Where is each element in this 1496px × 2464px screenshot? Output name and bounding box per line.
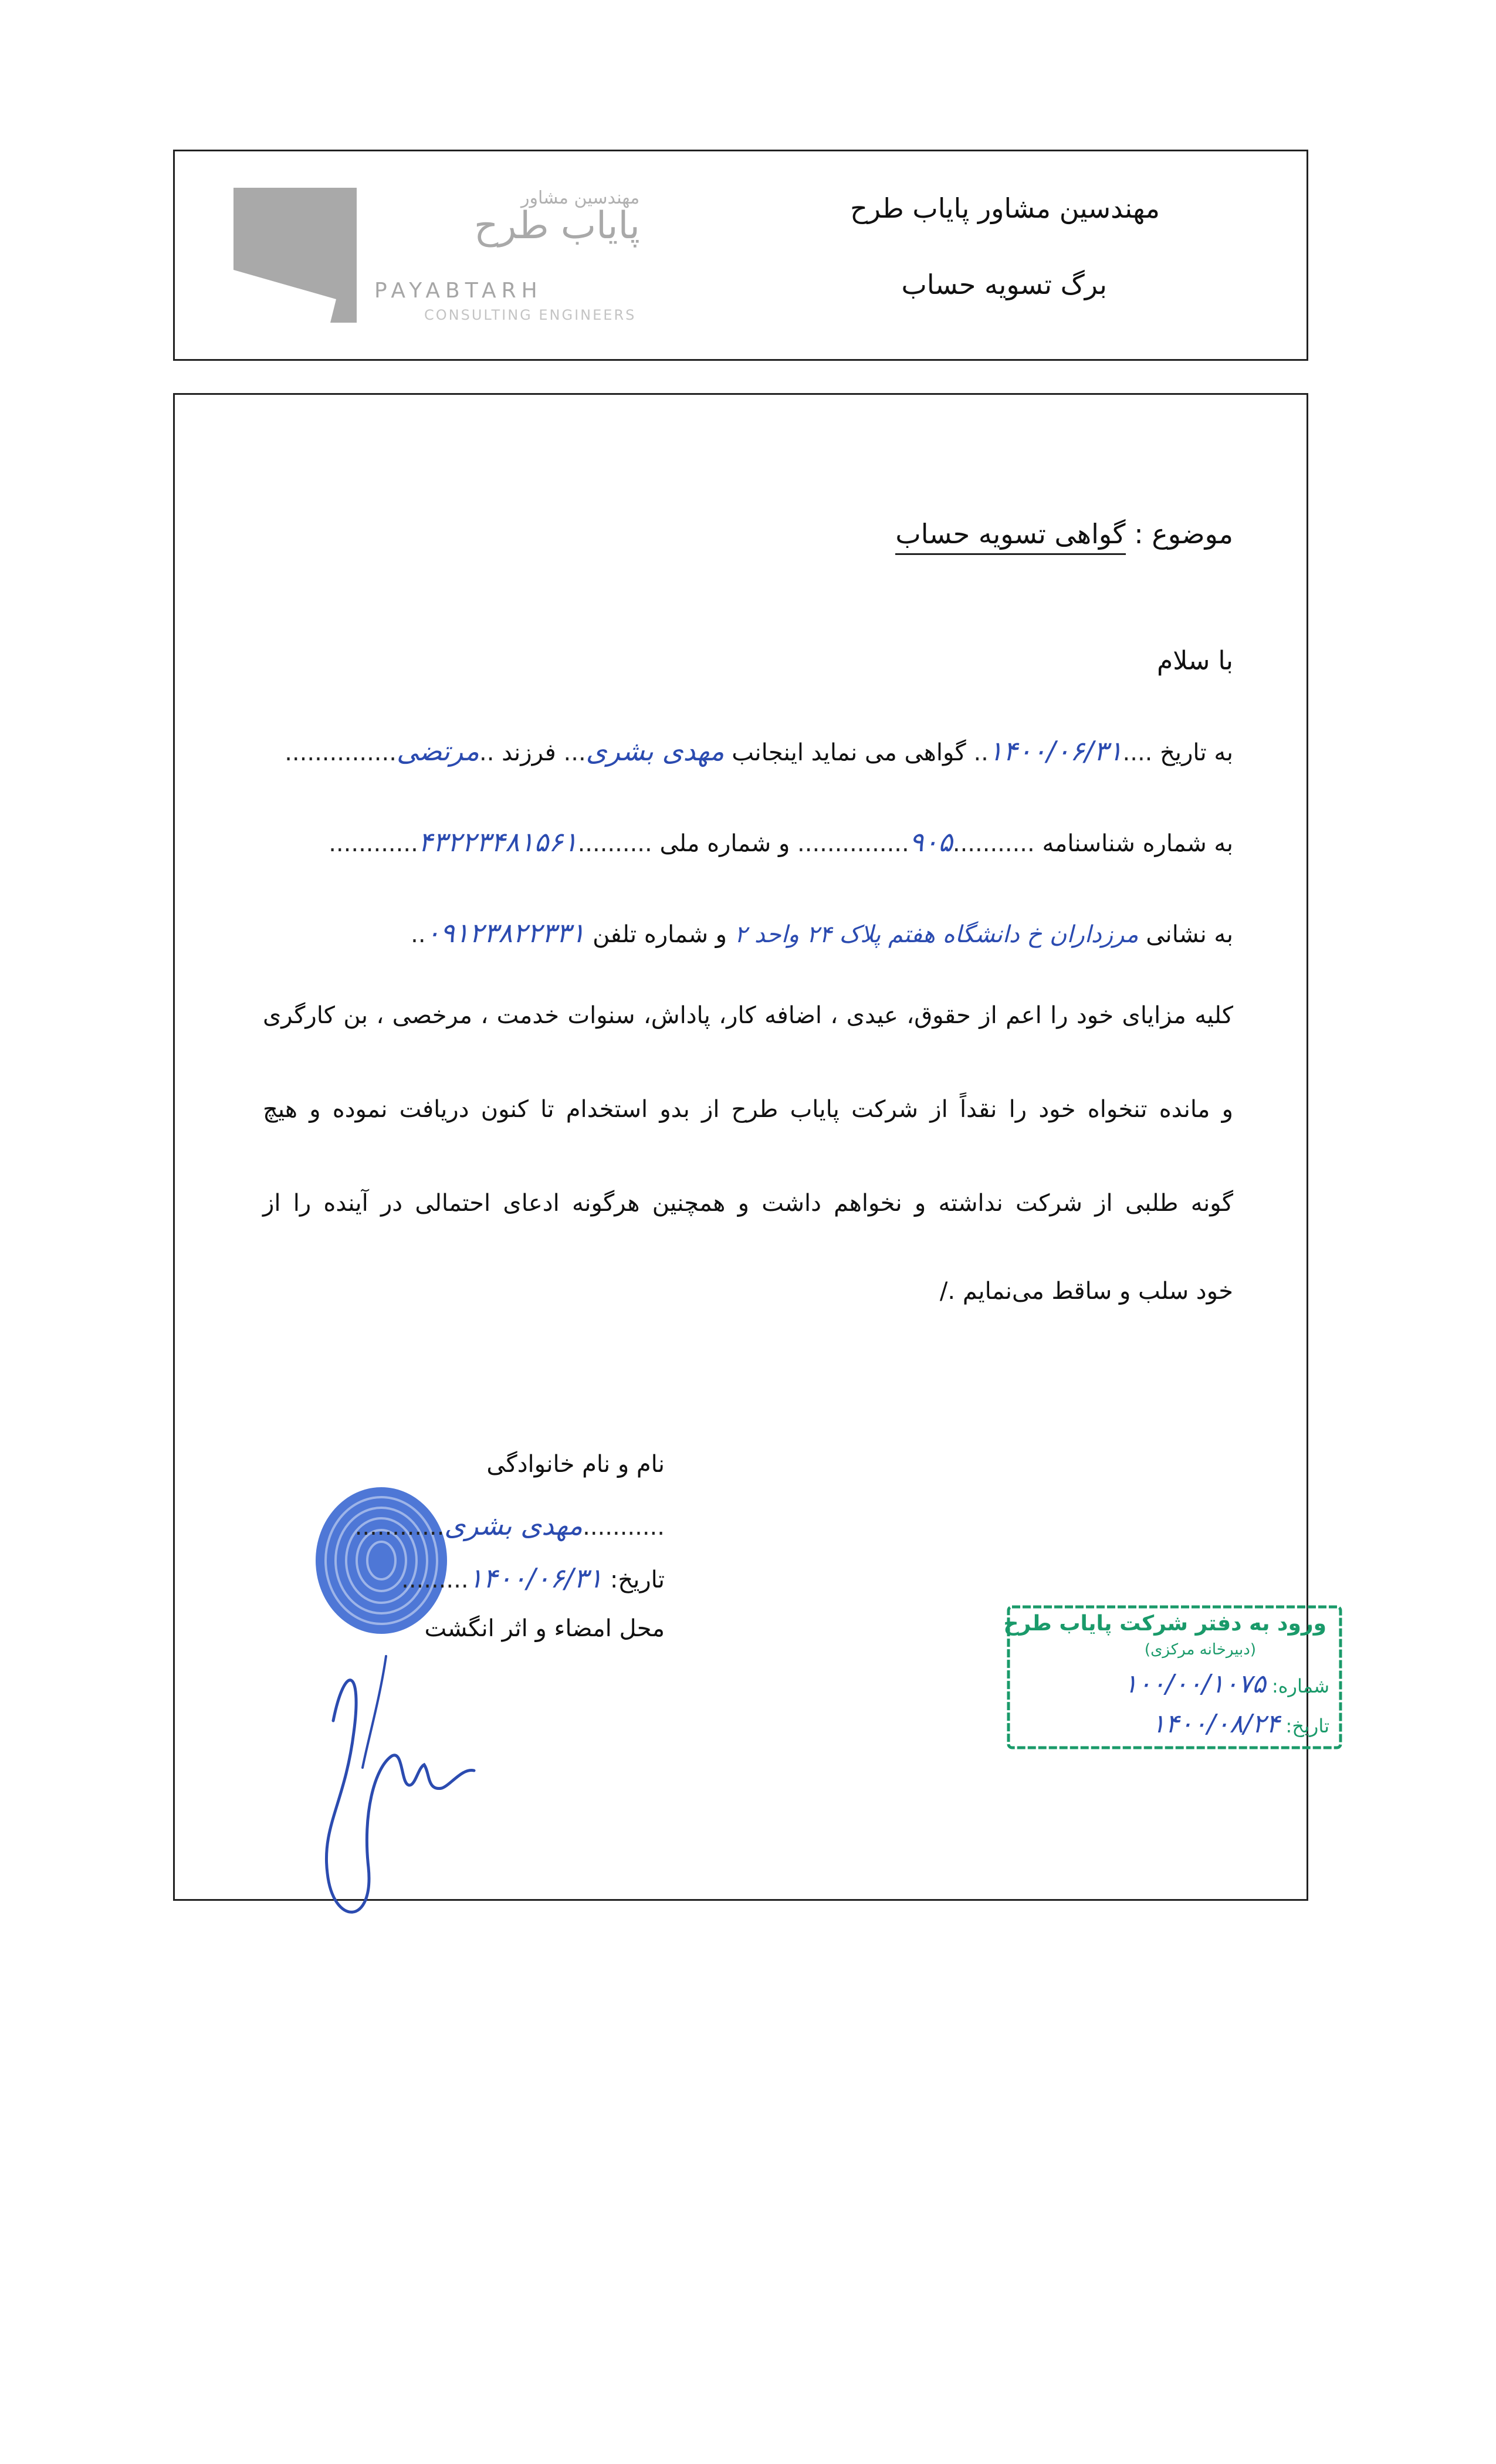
registration-stamp <box>1005 1603 1344 1751</box>
stamp-number-row <box>1123 1669 1329 1699</box>
sign-date-row: تاریخ: ۱۴۰۰/۰۶/۳۱......... <box>401 1562 665 1594</box>
birth-cert-prefix: به شماره شناسنامه <box>1042 830 1233 857</box>
declaration-paragraph-line-1: کلیه مزایای خود را اعم از حقوق، عیدی ، اضافه کار، پاداش، سنوات خدمت ، مرخصی ، بن کارگری <box>263 1002 1233 1029</box>
stamp-date-value: ۱۴۰۰/۰۸/۲۴ <box>1151 1709 1280 1739</box>
handwritten-signer-name: مهدی بشری <box>444 1509 583 1541</box>
declaration-paragraph-line-3: گونه طلبی از شرکت نداشته و نخواهم داشت و همچنین هرگونه ادعای احتمالی در آینده را از <box>263 1190 1233 1217</box>
stamp-date-row <box>1152 1709 1329 1739</box>
declaration-paragraph-line-2: و مانده تنخواه خود را نقداً از شرکت پایاب طرح از بدو استخدام تا کنون دریافت نموده و هیچ <box>263 1096 1233 1123</box>
address-prefix: به نشانی <box>1146 921 1233 948</box>
subject-line <box>895 518 1233 550</box>
declaration-line-3: به نشانی مرزداران خ دانشگاه هفتم پلاک ۲۴ واحد ۲ و شماره تلفن ۰۹۱۲۳۸۲۲۳۳۱.. <box>411 917 1233 949</box>
logo-english-name: PAYABTARH <box>374 279 543 303</box>
phone-text: و شماره تلفن <box>593 921 727 948</box>
handwritten-sign-date: ۱۴۰۰/۰۶/۳۱ <box>468 1562 603 1594</box>
sign-place-label: محل امضاء و اثر انگشت <box>424 1615 665 1642</box>
handwritten-name: مهدی بشری <box>585 735 725 767</box>
national-id-text: و شماره ملی <box>659 830 790 857</box>
declaration-line-2: به شماره شناسنامه ...........۹۰۵............... و شماره ملی ..........۴۳۲۲۳۴۸۱۵۶۱............ <box>329 826 1233 858</box>
certify-text: گواهی می نماید اینجانب <box>732 739 966 766</box>
stamp-subtitle: (دبیرخانه مرکزی) <box>1144 1641 1256 1659</box>
stamp-title: ورود به دفتر شرکت پایاب طرح <box>1003 1612 1326 1636</box>
declaration-paragraph-line-4: خود سلب و ساقط می‌نمایم ./ <box>939 1278 1233 1305</box>
form-title: برگ تسویه حساب <box>901 269 1107 300</box>
child-of-text: فرزند <box>502 739 556 766</box>
handwritten-phone: ۰۹۱۲۳۸۲۲۳۳۱ <box>425 917 585 949</box>
declaration-line-1: به تاریخ ....۱۴۰۰/۰۶/۳۱.. گواهی می نماید اینجانب مهدی بشری... فرزند ..مرتضی............... <box>285 735 1233 767</box>
full-name-label: نام و نام خانوادگی <box>486 1451 665 1478</box>
stamp-date-label: تاریخ: <box>1285 1715 1329 1737</box>
document-header <box>173 150 1308 361</box>
company-name: مهندسین مشاور پایاب طرح <box>850 192 1160 224</box>
subject-value: گواهی تسویه حساب <box>895 518 1125 555</box>
logo-persian-name: پایاب طرح <box>474 204 640 248</box>
handwritten-national-id: ۴۳۲۲۳۴۸۱۵۶۱ <box>418 826 578 858</box>
sign-date-label: تاریخ: <box>610 1566 665 1593</box>
handwritten-father-name: مرتضی <box>396 735 479 767</box>
handwritten-signature-icon <box>298 1650 497 1979</box>
handwritten-date: ۱۴۰۰/۰۶/۳۱ <box>988 735 1123 767</box>
full-name-row: ...........مهدی بشری............ <box>354 1509 665 1541</box>
handwritten-address: مرزداران خ دانشگاه هفتم پلاک ۲۴ واحد ۲ <box>734 921 1139 948</box>
stamp-number-label: شماره: <box>1271 1675 1329 1697</box>
logo-persian-subtitle: مهندسین مشاور <box>521 188 640 208</box>
document-body <box>173 393 1329 1901</box>
handwritten-birth-cert: ۹۰۵ <box>909 826 953 858</box>
company-logo <box>233 188 656 329</box>
greeting: با سلام <box>1156 646 1233 676</box>
subject-label: موضوع : <box>1134 518 1233 550</box>
date-prefix: به تاریخ <box>1160 739 1233 766</box>
logo-english-subtitle: CONSULTING ENGINEERS <box>424 307 637 323</box>
logo-mark-icon <box>233 188 357 323</box>
stamp-number-value: ۱۰۰/۰۰/۱۰۷۵ <box>1123 1669 1266 1699</box>
